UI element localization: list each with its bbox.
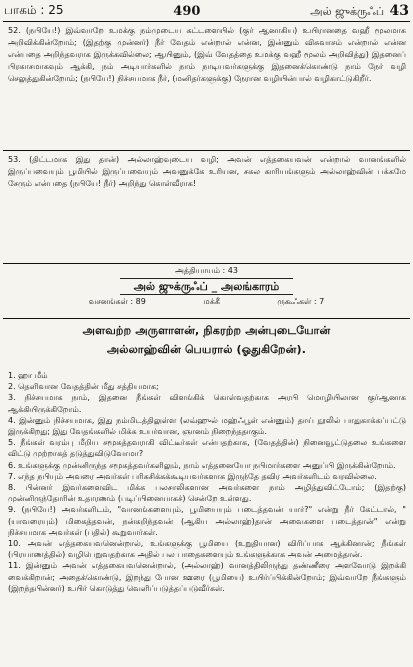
chapter-meta [40,297,373,307]
verse-10: 10. அவன் எத்தகையவனென்றால், உங்களுக்கு பூமியை (உறுதியான) விரிப்பாக ஆக்கினான்; நீங்கள் (பிரயாணத்தில்) வழிபெறுவதற்காக அதில் பல பாதைகளையும் உங்களுக்காக அவன் அமைத்தான். [8,539,406,560]
verses-list [8,370,406,594]
verse-4: 4. இன்னும் நிச்சயமாக, இது நம்மிடத்திலுள்ள (லவ்ஹுல் மஹ்ஃபூள் என்னும்) தாய் நூலில் பாதுகாக்கப்பட்டு இருக்கிறது; இது வேதங்களில் மிக்க உயர்வான, ஞானம் நிறைந்ததாகும். [8,415,406,437]
chapter-title: அத்தியாயம் : 43 [175,266,238,275]
verse-9: 9. (நபியே!) அவர்களிடம், "வானங்களையும், பூமியையும் படைத்தவன் யார்?" என்று நீர் கேட்டால், "(யாவரையும்) மிகைத்தவன், நன்கறிந்தவன் (ஆகிய அல்லாஹ்)தான் அவைகளை படைத்தான்" என்று நிச்சயமாக அவர்கள் (பதில்) கூறுவார்கள். [8,505,406,537]
verse-1: 1. ஹா மீம் [8,371,48,380]
verse-5: 5. நீங்கள் வரம்பு மீறிய சமூகத்தவராகி விட்டீர்கள் என்பதற்காக, (வேதத்தின்) நினைவூட்டுதலை உங்களை விட்டு முற்றாகத் தடுத்துவிடுவோமா? [8,438,406,459]
verse-2: 2. தெளிவான வேதத்தின் மீது சத்தியமாக; [8,382,159,392]
surah-heading [310,3,409,20]
revelation-type: மக்கீ [203,297,220,306]
running-header [4,3,409,19]
verse-7: 7. எந்த நபியும் அவரை அவர்கள் பரிகசிக்கக்கூடியவர்களாக இருந்தே தவிர அவர்களிடம் வரவில்லை. [8,471,377,481]
chapter-divider [120,278,293,279]
chapter-divider-2 [120,294,293,295]
verse-53-text: 53. (திட்டமாக இது தான்) அல்லாஹ்வுடைய வழி; அவன் எத்தகையவன் என்றால் வானங்களில் இருப்பவையும் பூமியில் இருப்பவையும் அவனுக்கே உரியன, சகல காரியங்களும் அல்லாஹ்வின் பக்கமே சேரும் என்பதை (நபியே! நீர்) அறிந்து கொள்வீராக! [8,155,406,188]
chapter-name: அல் ஜுக்ருஃப் _ அலங்காரம் [133,280,280,293]
chapter-bottom-rule [3,318,410,319]
verse-53-block [8,154,406,224]
basmala-line-2: அல்லாஹ்வின் பெயரால் (ஓதுகிறேன்). [106,343,307,356]
page-number: 490 [173,3,201,19]
verse-11: 11. இன்னும் அவன் எத்தகையவனென்றால், (அல்லாஹ்) வானத்திலிருந்து தண்ணீரை அளவோடு இறக்கி வைக்கிறான்; அதைக்கொண்டு, இறந்து போன ஊரை (பூமியை) உயிர்ப்பிக்கின்றோம்; இவ்வாறே நீங்களும் (இறந்தபின்னர்) உயிர் கொடுத்து வெளிப்படுத்தப்படுவீர்கள். [8,561,406,593]
para-label: பாகம் : 25 [4,3,64,17]
verse-52-block [8,25,406,148]
basmala-line-1: அளவற்ற அருளாளன், நிகரற்ற அன்புடையோன் [82,324,331,337]
chapter-top-rule [3,263,410,264]
surah-number: 43 [389,2,409,19]
verse-6: 6. உங்களுக்கு முன்னிருந்த சமூகத்தவர்களிலும், நாம் எத்தனையோ நபிமார்களை அனுப்பி இருக்கின்றோம். [8,460,396,470]
separator-rule [3,150,410,151]
surah-title: அல் ஜுக்ருஃப் [310,4,385,18]
chapter-info-box [40,266,373,315]
verse-8: 8. பின்னர் இவர்களைவிட மிக்க பலசாலிகளான அவர்களை நாம் அழித்துவிட்டோம்; (இதற்கு) முன்னிருந்தோரின் உதாரணம் (படிப்பினையாகச்) சென்றே உள்ளது. [8,483,406,504]
verse-3: 3. நிச்சயமாக நாம், இதனை நீங்கள் விளங்கிக் கொள்வதற்காக அரபி மொழியிலான குர்ஆனாக ஆக்கியிருக்கிறோம். [8,393,406,414]
verse-count: வசனங்கள் : 89 [88,297,146,306]
verse-52-text: 52. (நபியே!) இவ்வாறே உமக்கு நம்முடைய கட்டளையில் (குர் ஆனாகிய) உயிரானதை வஹீ மூலமாக அறிவிக்கின்றோம்; (இதற்கு முன்னர்) நீர் வேதம் என்றால் என்ன, இன்னும் விசுவாசம் என்றால் என்ன என்பதை அறிந்தவராக இருக்கவில்லை; ஆயினும், (இவ் வேதத்தை உமக்கு வஹீ மூலம் அறிவித்து) இதனைப் பிரகாசமாகவும் ஆக்கி, நம் அடியார்களில் நாம் நாடியவர்களுக்கு இதனைக்கொண்டு நாம் நேர் வழி செலுத்துகின்றோம்; (நபியே!) நிச்சயமாக நீர், (மனிதர்களுக்கு) நேரான வழியின்பால் வழிகாட்டுகிறீர். [8,26,406,83]
ruku-count: ருகூஃகள் : 7 [277,297,325,306]
header-rule [3,21,410,22]
